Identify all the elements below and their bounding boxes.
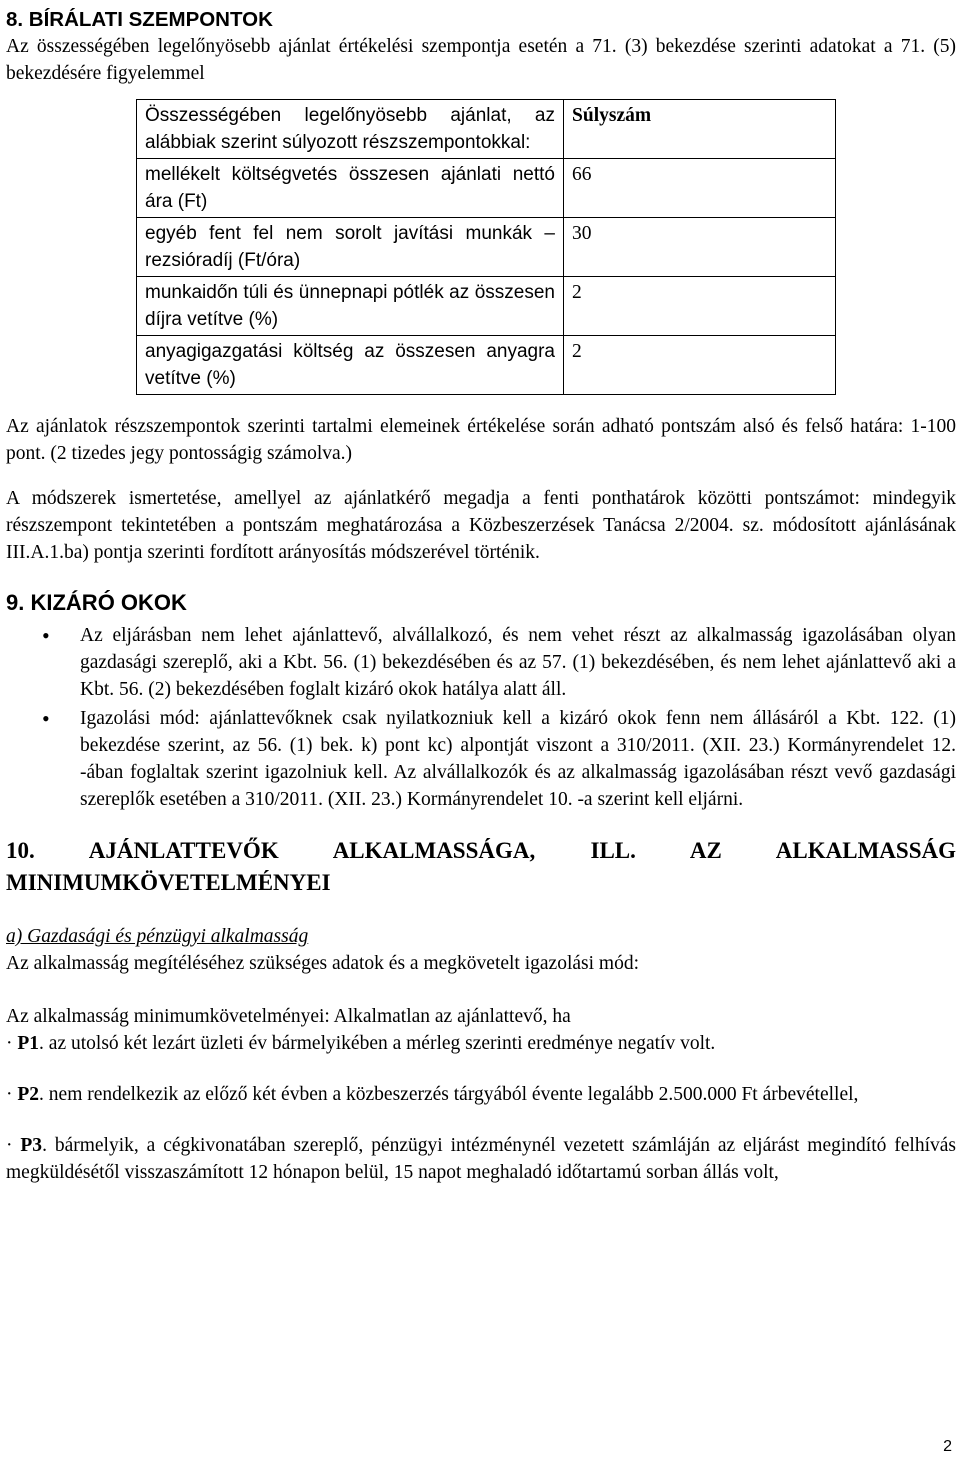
table-row: [137, 336, 836, 395]
table-header-left: Összességében legelőnyösebb ajánlat, az alábbiak szerint súlyozott részszempontokkal:: [137, 100, 564, 159]
item-code: P3: [20, 1135, 43, 1156]
page-number: 2: [943, 1438, 952, 1455]
section-8-heading: 8. BÍRÁLATI SZEMPONTOK: [6, 8, 273, 31]
scoring-paragraph: Az ajánlatok részszempontok szerinti tartalmi elemeinek értékelése során adható pontszám alsó és felső határa: 1-100 pont. (2 tizedes jegy pontosságig számolva.): [6, 416, 956, 464]
criterion-label: mellékelt költségvetés összesen ajánlati nettó ára (Ft): [137, 159, 564, 218]
subsection-a-heading: a) Gazdasági és pénzügyi alkalmasság: [6, 926, 309, 947]
list-item: [6, 622, 956, 703]
criterion-weight: 2: [564, 277, 836, 336]
requirement-p3: [6, 1132, 956, 1186]
item-prefix: ·: [6, 1084, 18, 1105]
weights-table: [136, 99, 836, 395]
item-code: P2: [17, 1084, 40, 1105]
section-9-number: 9.: [6, 590, 25, 615]
table-row: [137, 277, 836, 336]
criterion-label: munkaidőn túli és ünnepnapi pótlék az összesen díjra vetítve (%): [137, 277, 564, 336]
item-prefix: ·: [6, 1033, 18, 1054]
section-8-intro: Az összességében legelőnyösebb ajánlat értékelési szempontja esetén a 71. (3) bekezdése szerinti adatokat a 71. (5) bekezdésére figyelemmel: [6, 36, 956, 84]
item-prefix: ·: [6, 1135, 21, 1156]
section-9-title: KIZÁRÓ OKOK: [30, 590, 187, 615]
table-row: [137, 218, 836, 277]
list-item-text: Igazolási mód: ajánlattevőknek csak nyilatkozniuk kell a kizáró okok fenn nem állásáról a Kbt. 122. (1) bekezdése szerint, az 56. (1) bek. k) pont kc) alpontját viszont a 310/2011. (XII. 23.) Kormányrendelet 12. -ában foglaltak szerint igazolniuk kell. Az alvállalkozók és az alkalmasság igazolásában részt vevő gazdasági szereplők esetében a 310/2011. (XII. 23.) Kormányrendelet 10. -a szerint kell eljárni.: [80, 708, 956, 810]
requirement-p2: [6, 1081, 956, 1108]
bullet-icon: •: [42, 706, 50, 731]
section-10-heading: 10. AJÁNLATTEVŐK ALKALMASSÁGA, ILL. AZ ALKALMASSÁG MINIMUMKÖVETELMÉNYEI: [6, 838, 956, 895]
document-page: [6, 6, 956, 1186]
criterion-label: egyéb fent fel nem sorolt javítási munkák – rezsióradíj (Ft/óra): [137, 218, 564, 277]
bullet-icon: •: [42, 623, 50, 648]
section-9-heading: [6, 588, 956, 618]
criterion-weight: 66: [564, 159, 836, 218]
criterion-weight: 30: [564, 218, 836, 277]
item-code: P1: [17, 1033, 40, 1054]
table-header-right: Súlyszám: [564, 100, 836, 159]
method-paragraph: A módszerek ismertetése, amellyel az ajánlatkérő megadja a fenti ponthatárok közötti pontszámot: mindegyik részszempont tekintetében a pontszám meghatározása a Közbeszerzések Tanácsa 2/2004. sz. módosított ajánlásának III.A.1.ba) pontja szerinti fordított arányosítás módszerével történik.: [6, 488, 956, 563]
table-row: [137, 159, 836, 218]
criterion-weight: 2: [564, 336, 836, 395]
list-item: [6, 705, 956, 813]
item-text: . nem rendelkezik az előző két évben a közbeszerzés tárgyából évente legalább 2.500.000 Ft árbevétellel,: [39, 1084, 859, 1105]
criterion-label: anyagigazgatási költség az összesen anyagra vetítve (%): [137, 336, 564, 395]
list-item-text: Az eljárásban nem lehet ajánlattevő, alvállalkozó, és nem vehet részt az alkalmasság igazolásában olyan gazdasági szereplő, aki a Kbt. 56. (1) bekezdésében és az 57. (1) bekezdésében, és nem lehet ajánlattevő aki a Kbt. 56. (2) bekezdésében foglalt kizáró okok hatálya alatt áll.: [80, 625, 956, 700]
exclusion-list: [6, 622, 956, 813]
item-text: . az utolsó két lezárt üzleti év bármelyikében a mérleg szerinti eredménye negatív volt.: [39, 1033, 716, 1054]
requirement-p1: [6, 1030, 956, 1057]
minimum-requirements-intro: Az alkalmasság minimumkövetelményei: Alkalmatlan az ajánlattevő, ha: [6, 1006, 571, 1027]
requirements-intro: Az alkalmasság megítéléséhez szükséges adatok és a megkövetelt igazolási mód:: [6, 953, 639, 974]
table-header-row: [137, 100, 836, 159]
item-text: . bármelyik, a cégkivonatában szereplő, pénzügyi intézménynél vezetett számláján az eljárást megindító felhívás megküldésétől visszaszámított 12 hónapon belül, 15 napot meghaladó időtartamú sorban állás volt,: [6, 1135, 956, 1183]
